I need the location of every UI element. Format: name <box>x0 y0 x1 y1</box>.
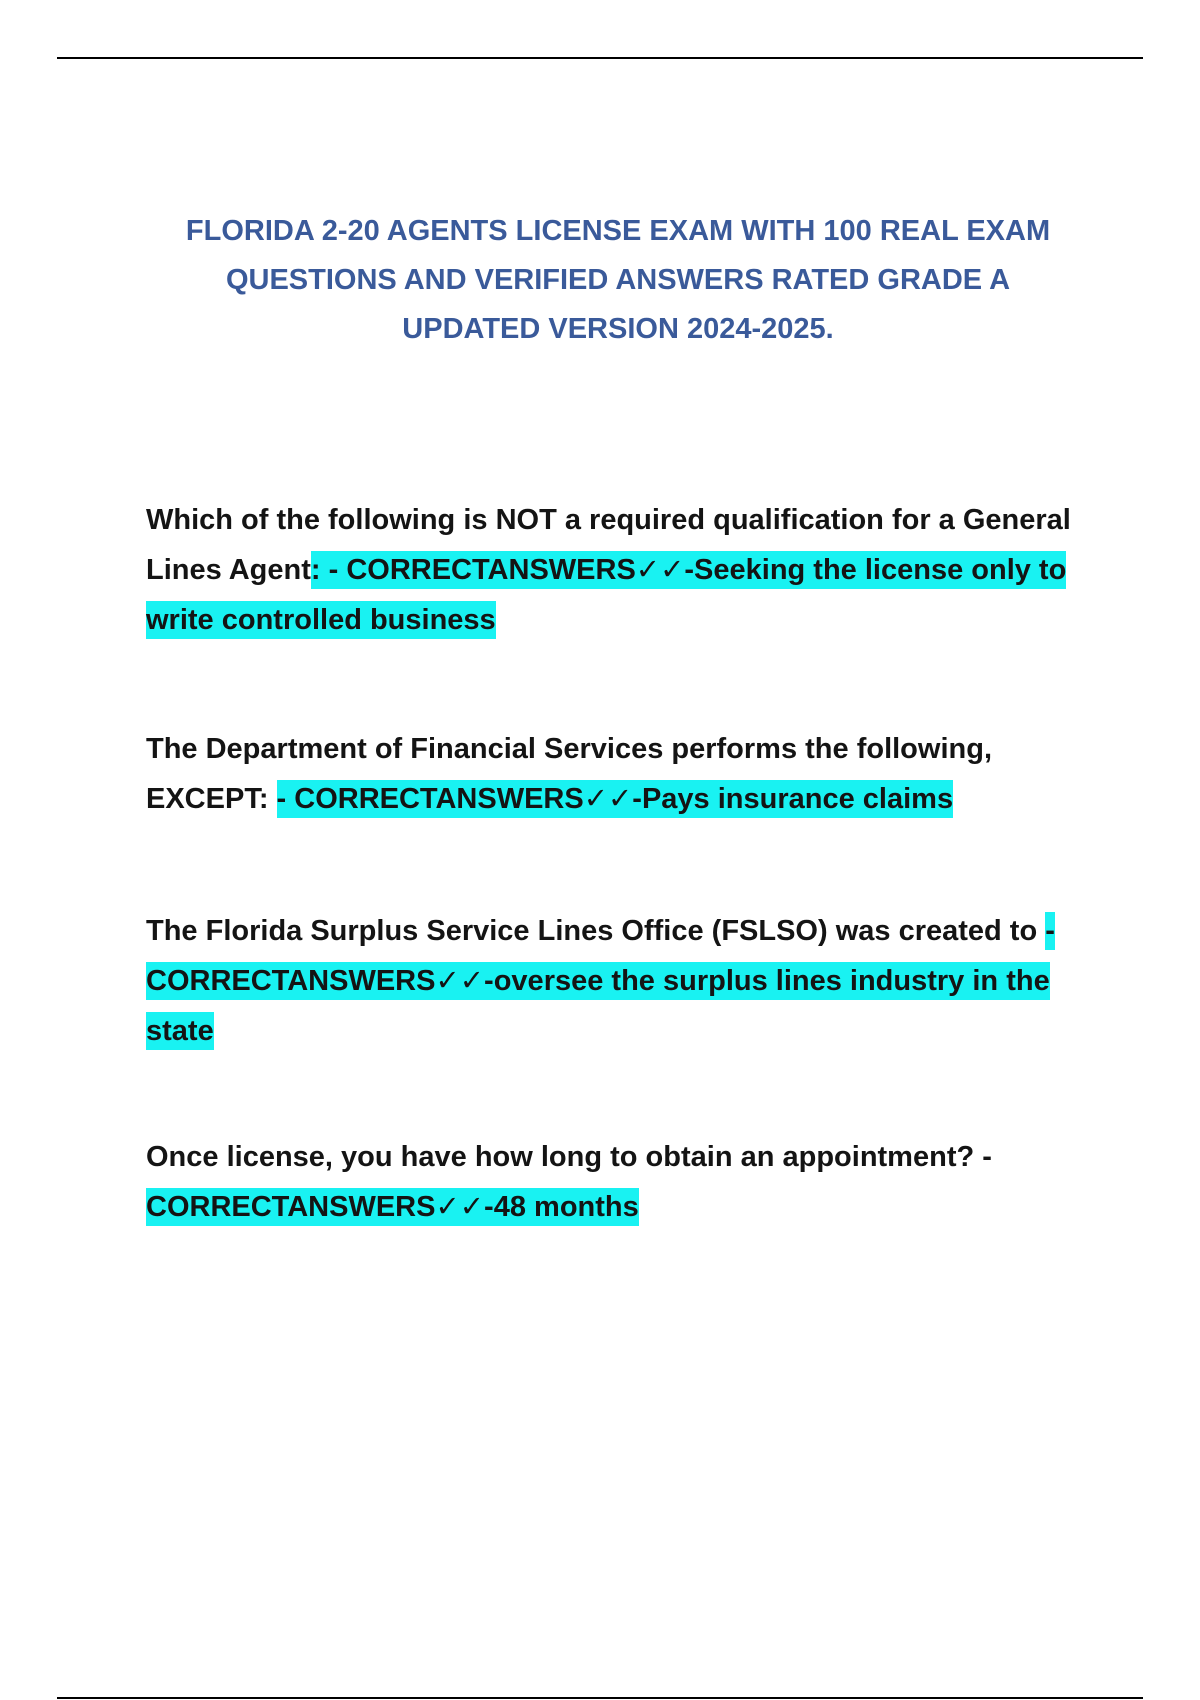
bottom-divider <box>57 1697 1143 1699</box>
question-text: Which of the following is NOT a required qualification for a General Lines Agent <box>146 504 1071 586</box>
qa-item <box>146 1132 1106 1232</box>
question-text: The Department of Financial Services performs the following, EXCEPT: <box>146 733 992 815</box>
title-line: QUESTIONS AND VERIFIED ANSWERS RATED GRADE A <box>225 264 1011 296</box>
answer-highlight: - CORRECTANSWERS✓✓-oversee the surplus lines industry in the state <box>146 912 1055 1050</box>
answer-highlight: CORRECTANSWERS✓✓-48 months <box>146 1188 639 1226</box>
answer-highlight: : - CORRECTANSWERS✓✓-Seeking the license only to write controlled business <box>146 551 1066 639</box>
qa-item <box>146 495 1106 645</box>
title-line: FLORIDA 2-20 AGENTS LICENSE EXAM WITH 100 REAL EXAM <box>185 215 1051 247</box>
qa-item <box>146 724 1106 824</box>
top-divider <box>57 57 1143 59</box>
title-line: UPDATED VERSION 2024-2025. <box>402 313 834 345</box>
document-title <box>120 207 1116 354</box>
qa-item <box>146 906 1106 1056</box>
question-text: Once license, you have how long to obtain an appointment? - <box>146 1141 992 1173</box>
answer-highlight: - CORRECTANSWERS✓✓-Pays insurance claims <box>277 780 954 818</box>
question-text: The Florida Surplus Service Lines Office (FSLSO) was created to <box>146 915 1046 947</box>
